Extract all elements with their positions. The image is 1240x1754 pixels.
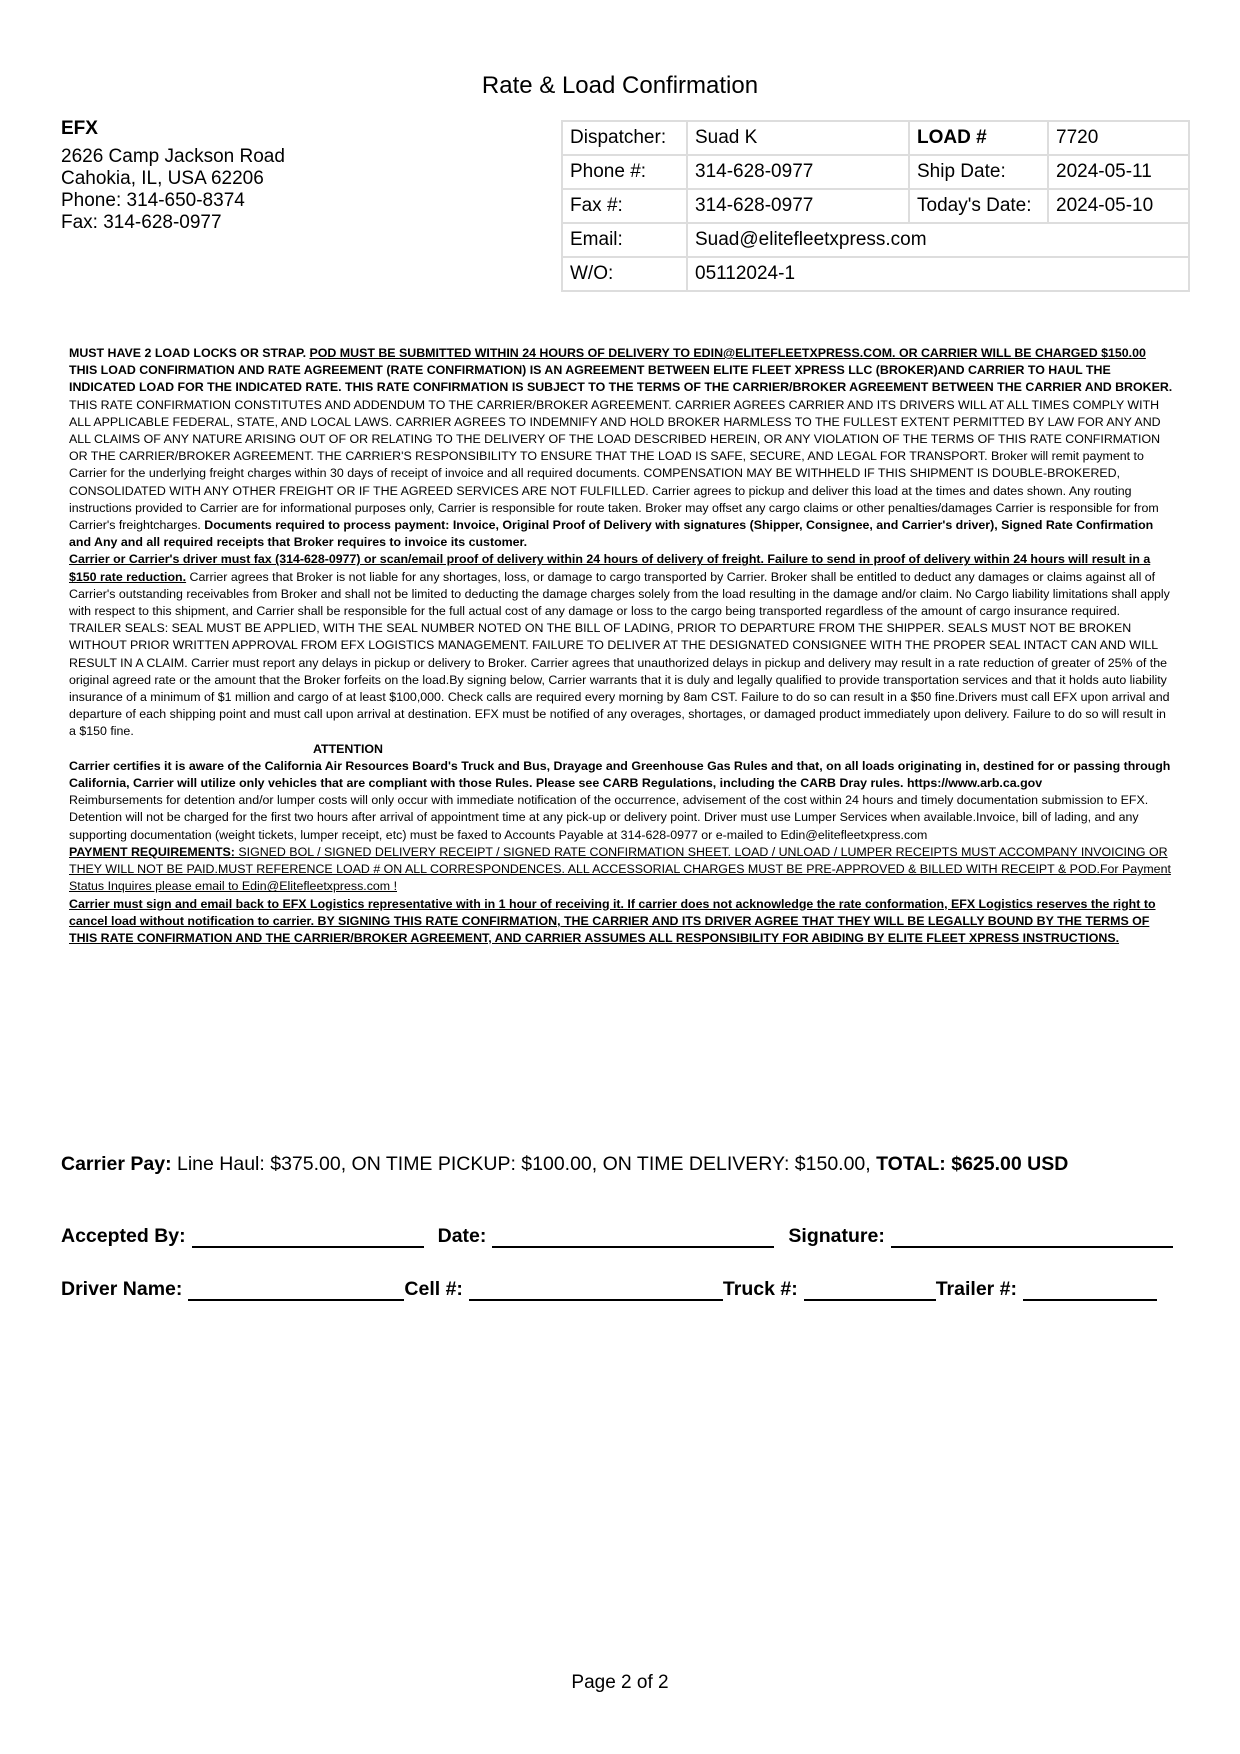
signing-paragraph: Carrier must sign and email back to EFX Logistics representative with in 1 hour of receiving it. If carrier does not acknowledge the rate conformation, EFX Logistics reserves the right to cancel load without notification to carrier. BY SIGNING THIS RATE CONFIRMATION, THE CARRIER AND ITS DRIVER AGREE THAT THEY WILL BE LEGALLY BOUND BY THE TERMS OF THIS RATE CONFIRMATION AND THE CARRIER/BROKER AGREEMENT, AND CARRIER ASSUMES ALL RESPONSIBILITY FOR ABIDING BY ELITE FLEET XPRESS INSTRUCTIONS. xyxy=(69,896,1156,945)
table-row xyxy=(562,189,1189,223)
todays-date-label: Today's Date: xyxy=(909,189,1048,223)
terms-paragraph xyxy=(69,551,1173,740)
carb-paragraph: Carrier certifies it is aware of the California Air Resources Board's Truck and Bus, Drayage and Greenhouse Gas Rules and that, on all loads originating in, destined for or passing through California, Carrier will utilize only vehicles that are compliant with those Rules. Please see CARB Regulations, including the CARB Dray rules. https://www.arb.ca.gov xyxy=(69,758,1171,791)
terms-text: THIS RATE CONFIRMATION CONSTITUTES AND ADDENDUM TO THE CARRIER/BROKER AGREEMENT. CARRIER AGREES CARRIER AND ITS DRIVERS WILL AT ALL TIMES COMPLY WITH ALL APPLICABLE FEDERAL, STATE, AND LOCAL LAWS. CARRIER AGREES TO INDEMNIFY AND HOLD BROKER HARMLESS TO THE FULLEST EXTENT PERMITTED BY LAW FOR ANY AND ALL CLAIMS OF ANY NATURE ARISING OUT OF OR RELATING TO THE DELIVERY OF THE LOAD DESCRIBED HEREIN, OR ANY VIOLATION OF THE TERMS OF THIS RATE CONFIRMATION OR THE CARRIER/BROKER AGREEMENT. THE CARRIER'S RESPONSIBILITY TO ENSURE THAT THE LOAD IS SAFE, SECURE, AND LEGAL FOR TRANSPORT. Broker will remit payment to Carrier for the underlying freight charges within 30 days of receipt of invoice and all required documents. COMPENSATION MAY BE WITHHELD IF THIS SHIPMENT IS DOUBLE-BROKERED, CONSOLIDATED WITH ANY OTHER FREIGHT OR IF THE AGREED SERVICES ARE NOT FULFILLED. Carrier agrees to pickup and deliver this load at the times and dates shown. Any routing instructions provided to Carrier are for informational purposes only, Carrier is responsible for route taken. Broker may offset any cargo claims or other penalties/damages Carrier is responsible for from Carrier's freightcharges. xyxy=(69,397,1161,533)
carrier-pay-label: Carrier Pay: xyxy=(61,1153,172,1175)
fax-label: Fax #: xyxy=(562,189,687,223)
ship-date-value: 2024-05-11 xyxy=(1048,155,1189,189)
accepted-by-line[interactable] xyxy=(192,1226,424,1248)
cell-label: Cell #: xyxy=(404,1278,463,1300)
date-line[interactable] xyxy=(492,1226,774,1248)
terms-block xyxy=(69,345,1173,947)
company-fax: Fax: 314-628-0977 xyxy=(61,212,222,233)
terms-text: Documents required to process payment: Invoice, Original Proof of Delivery with signatures (Shipper, Consignee, and Carrier's driver), Signed Rate Confirmation and Any and all required receipts that Broker requires to invoice its customer. xyxy=(69,518,1154,550)
work-order-label: W/O: xyxy=(562,257,687,291)
dispatcher-value: Suad K xyxy=(687,121,909,155)
company-name: EFX xyxy=(61,118,98,139)
company-address-line2: Cahokia, IL, USA 62206 xyxy=(61,168,264,189)
table-row xyxy=(562,223,1189,257)
truck-label: Truck #: xyxy=(722,1278,798,1300)
terms-text: Carrier agrees that Broker is not liable for any shortages, loss, or damage to cargo transported by Carrier. Broker shall be entitled to deduct any damages or claims against all of Carrier's outstanding receivables from Broker and shall not be limited to deducting the damage charges solely from the load resulting in the damage and/or claim. No Cargo liability limitations shall apply with respect to this shipment, and Carrier shall be responsible for the full actual cost of any damage or loss to the cargo being transported regardless of the amount of cargo insurance required. TRAILER SEALS: SEAL MUST BE APPLIED, WITH THE SEAL NUMBER NOTED ON THE BILL OF LADING, PRIOR TO DEPARTURE FROM THE SHIPPER. SEALS MUST NOT BE BROKEN WITHOUT PRIOR WRITTEN APPROVAL FROM EFX LOGISTICS MANAGEMENT. FAILURE TO DELIVER AT THE DESIGNATED CONSIGNEE WITH THE PROPER SEAL INTACT CAN AND WILL RESULT IN A CLAIM. Carrier must report any delays in pickup or delivery to Broker. Carrier agrees that unauthorized delays in pickup and delivery may result in a rate reduction of greater of 25% of the original agreed rate or the amount that the Broker forfeits on the load.By signing below, Carrier warrants that it is duly and legally qualified to provide transportation services and that it holds auto liability insurance of a minimum of $1 million and cargo of at least $100,000. Check calls are required every morning by 8am CST. Failure to do so can result in a $50 fine.Drivers must call EFX upon arrival and departure of each shipping point and must call upon arrival at destination. EFX must be notified of any overages, shortages, or damaged product immediately upon delivery. Failure to do so will result in a $150 fine. xyxy=(69,569,1170,739)
signature-label: Signature: xyxy=(788,1225,885,1247)
reimbursement-paragraph: Reimbursements for detention and/or lumper costs will only occur with immediate notification of the occurrence, advisement of the cost within 24 hours and timely documentation submission to EFX. Detention will not be charged for the first two hours after arrival of appointment time at any pick-up or delivery point. Driver must use Lumper Services when available.Invoice, bill of lading, and any supporting documentation (weight tickets, lumper receipt, etc) must be faxed to Accounts Payable at 314-628-0977 or e-mailed to Edin@elitefleetxpress.com xyxy=(69,793,1149,842)
work-order-value: 05112024-1 xyxy=(687,257,1189,291)
driver-row xyxy=(61,1278,1157,1301)
terms-text: PAYMENT REQUIREMENTS: xyxy=(69,844,235,859)
trailer-line[interactable] xyxy=(1023,1279,1157,1301)
ship-date-label: Ship Date: xyxy=(909,155,1048,189)
table-row xyxy=(562,121,1189,155)
company-address-line1: 2626 Camp Jackson Road xyxy=(61,146,285,167)
email-label: Email: xyxy=(562,223,687,257)
carrier-pay-details: Line Haul: $375.00, ON TIME PICKUP: $100.00, ON TIME DELIVERY: $150.00, xyxy=(171,1153,877,1175)
phone-value: 314-628-0977 xyxy=(687,155,909,189)
company-phone: Phone: 314-650-8374 xyxy=(61,190,245,211)
email-value: Suad@elitefleetxpress.com xyxy=(687,223,1189,257)
page-footer: Page 2 of 2 xyxy=(571,1672,669,1693)
attention-heading: ATTENTION xyxy=(313,741,383,756)
phone-label: Phone #: xyxy=(562,155,687,189)
load-number-value: 7720 xyxy=(1048,121,1189,155)
load-info-table xyxy=(561,120,1190,292)
date-label: Date: xyxy=(437,1225,487,1247)
terms-paragraph xyxy=(69,345,1173,551)
acceptance-row xyxy=(61,1225,1173,1248)
terms-text: MUST HAVE 2 LOAD LOCKS OR STRAP. xyxy=(69,346,310,360)
truck-line[interactable] xyxy=(804,1279,936,1301)
dispatcher-label: Dispatcher: xyxy=(562,121,687,155)
terms-text: POD MUST BE SUBMITTED WITHIN 24 HOURS OF DELIVERY TO EDIN@ELITEFLEETXPRESS.COM. OR CARRIER WILL BE CHARGED $150.00 xyxy=(309,346,1146,360)
accepted-by-label: Accepted By: xyxy=(61,1225,186,1247)
terms-text: SIGNED BOL / SIGNED DELIVERY RECEIPT / SIGNED RATE CONFIRMATION SHEET. LOAD / UNLOAD / LUMPER RECEIPTS MUST ACCOMPANY INVOICING OR THEY WILL NOT BE PAID.MUST REFERENCE LOAD # ON ALL CORRESPONDENCES. ALL ACCESSORIAL CHARGES MUST BE PRE-APPROVED & BILLED WITH RECEIPT & POD.For Payment Status Inquires please email to Edin@Elitefleetxpress.com ! xyxy=(69,844,1171,894)
todays-date-value: 2024-05-10 xyxy=(1048,189,1189,223)
carrier-pay xyxy=(61,1153,1068,1176)
signature-line[interactable] xyxy=(891,1226,1173,1248)
terms-text: THIS LOAD CONFIRMATION AND RATE AGREEMENT (RATE CONFIRMATION) IS AN AGREEMENT BETWEEN ELITE FLEET XPRESS LLC (BROKER)AND CARRIER TO HAUL THE INDICATED LOAD FOR THE INDICATED RATE. THIS RATE CONFIRMATION IS SUBJECT TO THE TERMS OF THE CARRIER/BROKER AGREEMENT BETWEEN THE CARRIER AND BROKER. xyxy=(69,363,1173,395)
table-row xyxy=(562,257,1189,291)
company-block xyxy=(61,118,285,234)
load-number-label: LOAD # xyxy=(909,121,1048,155)
fax-value: 314-628-0977 xyxy=(687,189,909,223)
cell-line[interactable] xyxy=(469,1279,723,1301)
driver-name-line[interactable] xyxy=(188,1279,404,1301)
carrier-pay-total: TOTAL: $625.00 USD xyxy=(876,1153,1069,1175)
page-title: Rate & Load Confirmation xyxy=(481,72,759,99)
table-row xyxy=(562,155,1189,189)
terms-text: Carrier or Carrier's driver must fax (314-628-0977) or scan/email proof of delivery within 24 hours of delivery of freight. Failure to send in proof of delivery within 24 hours will result in a $150 rate reduction. xyxy=(69,552,1151,584)
payment-requirements-paragraph xyxy=(69,844,1173,896)
driver-name-label: Driver Name: xyxy=(61,1278,183,1300)
trailer-label: Trailer #: xyxy=(935,1278,1018,1300)
